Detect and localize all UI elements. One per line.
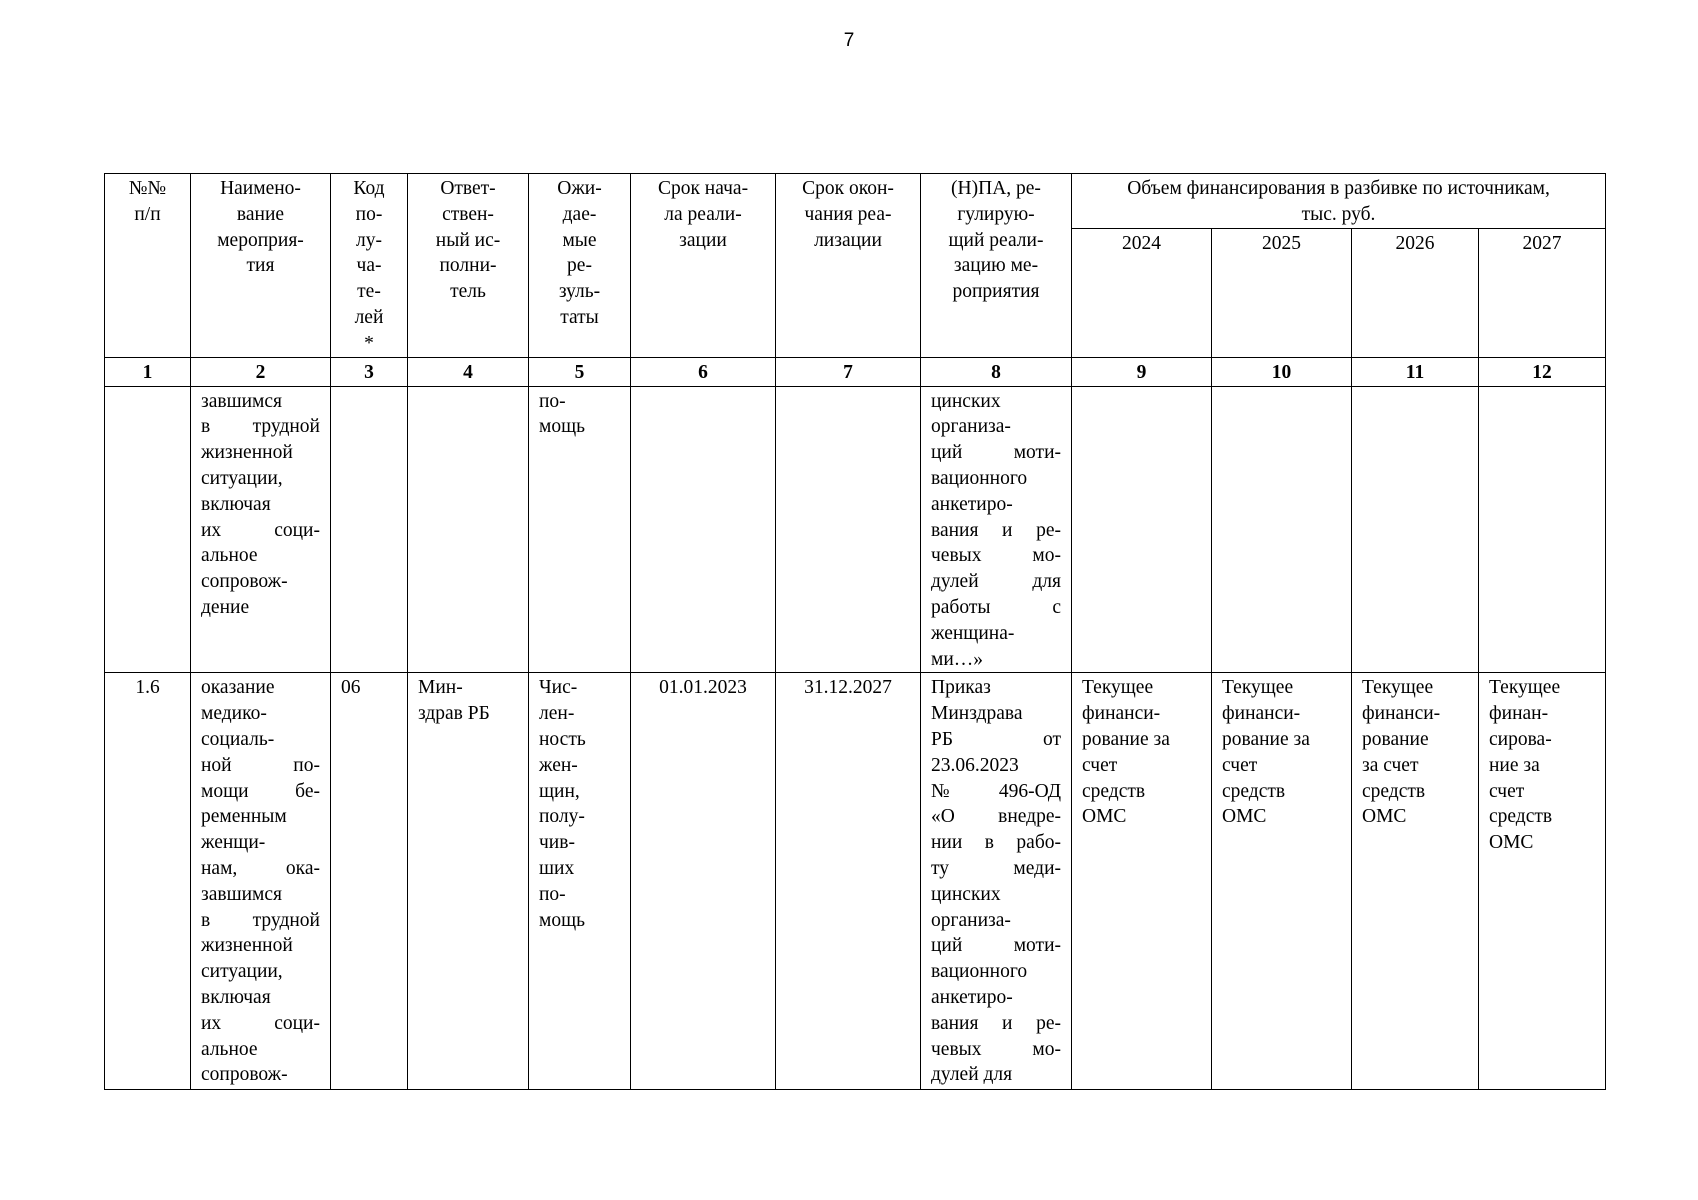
header-row <box>105 174 1606 229</box>
text-line: сирова- <box>1489 728 1552 750</box>
text-line: Текущее <box>1082 677 1154 699</box>
text-line: мые <box>562 229 597 251</box>
text-line: ча- <box>356 255 382 277</box>
text-line: Срок окон- <box>802 178 894 199</box>
cell-responsible <box>408 673 529 1090</box>
cell-start-date <box>631 386 776 673</box>
column-number: 10 <box>1212 357 1352 386</box>
text-line: их соци- <box>201 519 320 541</box>
text-line: ситуации, <box>201 961 283 983</box>
header-event-name <box>191 174 331 358</box>
text-line: социаль- <box>201 728 275 750</box>
text-line: счет <box>1082 754 1118 776</box>
text-line: ный ис- <box>435 229 501 251</box>
text-line: финанси- <box>1082 703 1161 725</box>
header-recipient-code <box>331 174 408 358</box>
text-line: мощи бе- <box>201 780 320 802</box>
text-line: в трудной <box>201 909 320 931</box>
cell-financing-2025 <box>1212 386 1352 673</box>
column-number: 12 <box>1479 357 1606 386</box>
column-number: 8 <box>921 357 1072 386</box>
text-line: те- <box>357 281 381 303</box>
cell-regulation <box>921 673 1072 1090</box>
text-line: Объем финансирования в разбивке по источникам, <box>1127 178 1550 199</box>
text-line: здрав РБ <box>418 703 490 725</box>
text-line: тыс. руб. <box>1301 203 1376 225</box>
text-line: дулей для <box>931 571 1061 593</box>
text-line: ствен- <box>442 203 494 225</box>
text-line: цинских <box>931 390 1001 412</box>
cell-financing-2026 <box>1352 673 1479 1090</box>
text-line: завшимся <box>201 883 282 905</box>
text-line: включая <box>201 493 271 515</box>
text-line: № 496-ОД <box>931 780 1061 802</box>
text-line: за счет <box>1362 754 1419 776</box>
text-line: Чис- <box>539 677 578 699</box>
text-line: по- <box>539 390 566 412</box>
column-number: 6 <box>631 357 776 386</box>
header-end-date <box>776 174 921 358</box>
text-line: жен- <box>539 754 578 776</box>
text-line: ла реали- <box>664 203 742 225</box>
text-line: Мин- <box>418 677 463 699</box>
text-line: медико- <box>201 703 267 725</box>
cell-financing-2025 <box>1212 673 1352 1090</box>
cell-financing-2024 <box>1072 386 1212 673</box>
text-line: лизации <box>814 229 882 251</box>
text-line: ной по- <box>201 754 320 776</box>
cell-expected-results <box>529 673 631 1090</box>
column-number: 3 <box>331 357 408 386</box>
table-row-continuation <box>105 386 1606 673</box>
cell-responsible <box>408 386 529 673</box>
text-line: финанси- <box>1362 703 1441 725</box>
text-line: рование <box>1362 728 1429 750</box>
text-line: ций моти- <box>931 935 1061 957</box>
text-line: ре- <box>567 255 592 277</box>
text-line: п/п <box>134 203 161 225</box>
text-line: цинских <box>931 883 1001 905</box>
text-line: средств <box>1082 780 1146 802</box>
text-line: работы с <box>931 596 1061 618</box>
text-line: организа- <box>931 909 1011 931</box>
cell-number: 1.6 <box>105 673 191 1090</box>
text-line: «О внедре- <box>931 806 1061 828</box>
text-line: счет <box>1222 754 1258 776</box>
text-line: щий реали- <box>948 229 1044 251</box>
text-line: чевых мо- <box>931 1038 1061 1060</box>
text-line: лей <box>354 306 384 328</box>
text-line: Наимено- <box>220 178 301 199</box>
page-number: 7 <box>843 30 855 51</box>
text-line: зацию ме- <box>953 255 1039 277</box>
text-line: вационного <box>931 961 1028 983</box>
text-line: включая <box>201 986 271 1008</box>
text-line: средств <box>1222 780 1286 802</box>
text-line: 23.06.2023 <box>931 754 1019 776</box>
text-line: нии в рабо- <box>931 832 1061 854</box>
header-responsible <box>408 174 529 358</box>
text-line: завшимся <box>201 390 282 412</box>
text-line: ОМС <box>1362 806 1407 828</box>
text-line: ситуации, <box>201 467 283 489</box>
text-line: по- <box>539 883 566 905</box>
column-number: 4 <box>408 357 529 386</box>
text-line: Текущее <box>1362 677 1434 699</box>
text-line: альное <box>201 545 258 567</box>
text-line: Текущее <box>1222 677 1294 699</box>
text-line: полни- <box>439 255 497 277</box>
text-line: РБ от <box>931 728 1061 750</box>
cell-financing-2026 <box>1352 386 1479 673</box>
text-line: рование за <box>1222 728 1310 750</box>
text-line: ОМС <box>1489 832 1534 854</box>
text-line: Текущее <box>1489 677 1561 699</box>
text-line: сопровож- <box>201 571 288 593</box>
text-line: мощь <box>539 909 585 931</box>
text-line: ших <box>539 857 575 879</box>
text-line: роприятия <box>952 281 1040 303</box>
column-number: 2 <box>191 357 331 386</box>
text-line: чив- <box>539 832 575 854</box>
header-year-2024: 2024 <box>1072 228 1212 357</box>
text-line: альное <box>201 1038 258 1060</box>
text-line: ми…» <box>931 648 984 670</box>
text-line: ременным <box>201 806 287 828</box>
column-number: 1 <box>105 357 191 386</box>
text-line: сопровож- <box>201 1064 288 1086</box>
text-line: дулей для <box>931 1064 1013 1086</box>
cell-number <box>105 386 191 673</box>
cell-expected-results <box>529 386 631 673</box>
text-line: финан- <box>1489 703 1549 725</box>
text-line: жизненной <box>201 442 293 464</box>
text-line: Минздрава <box>931 703 1023 725</box>
text-line: полу- <box>539 806 585 828</box>
text-line: лен- <box>539 703 575 725</box>
text-line: Ожи- <box>557 178 602 199</box>
text-line: жизненной <box>201 935 293 957</box>
text-line: чания реа- <box>804 203 892 225</box>
text-line: мероприя- <box>217 229 304 251</box>
text-line: рование за <box>1082 728 1170 750</box>
text-line: их соци- <box>201 1012 320 1034</box>
cell-code <box>331 386 408 673</box>
text-line: чевых мо- <box>931 545 1061 567</box>
text-line: ций моти- <box>931 442 1061 464</box>
cell-start-date: 01.01.2023 <box>631 673 776 1090</box>
cell-end-date <box>776 386 921 673</box>
cell-regulation <box>921 386 1072 673</box>
column-number: 5 <box>529 357 631 386</box>
text-line: счет <box>1489 780 1525 802</box>
text-line: лу- <box>356 229 382 251</box>
column-number: 7 <box>776 357 921 386</box>
text-line: тия <box>246 255 275 277</box>
text-line: средств <box>1362 780 1426 802</box>
text-line: женщина- <box>931 622 1015 644</box>
header-year-2025: 2025 <box>1212 228 1352 357</box>
text-line: Ответ- <box>440 178 496 199</box>
text-line: ту меди- <box>931 857 1061 879</box>
text-line: гулирую- <box>957 203 1035 225</box>
text-line: (Н)ПА, ре- <box>951 178 1041 199</box>
header-expected-results <box>529 174 631 358</box>
column-numbers-row <box>105 357 1606 386</box>
text-line: организа- <box>931 416 1011 438</box>
text-line: щин, <box>539 780 580 802</box>
text-line: анкетиро- <box>931 493 1013 515</box>
cell-event-name <box>191 386 331 673</box>
text-line: Код <box>353 178 385 199</box>
header-year-2026: 2026 <box>1352 228 1479 357</box>
text-line: ность <box>539 728 586 750</box>
text-line: №№ <box>128 178 167 199</box>
text-line: Срок нача- <box>657 178 749 199</box>
text-line: вания и ре- <box>931 519 1061 541</box>
text-line: женщи- <box>201 832 266 854</box>
header-regulation <box>921 174 1072 358</box>
text-line: ние за <box>1489 754 1540 776</box>
activities-table <box>104 173 1606 1090</box>
text-line: ОМС <box>1222 806 1267 828</box>
text-line: дение <box>201 596 250 618</box>
cell-financing-2024 <box>1072 673 1212 1090</box>
table-row-1-6 <box>105 673 1606 1090</box>
cell-code: 06 <box>331 673 408 1090</box>
text-line: зуль- <box>558 281 601 303</box>
header-financing <box>1072 174 1606 229</box>
text-line: средств <box>1489 806 1553 828</box>
text-line: ОМС <box>1082 806 1127 828</box>
text-line: по- <box>355 203 383 225</box>
text-line: нам, ока- <box>201 857 320 879</box>
text-line: таты <box>560 306 599 328</box>
text-line: мощь <box>539 416 585 438</box>
text-line: финанси- <box>1222 703 1301 725</box>
cell-event-name <box>191 673 331 1090</box>
text-line: вание <box>236 203 285 225</box>
text-line: вационного <box>931 467 1028 489</box>
text-line: * <box>364 332 374 354</box>
cell-financing-2027 <box>1479 673 1606 1090</box>
cell-financing-2027 <box>1479 386 1606 673</box>
text-line: дае- <box>562 203 597 225</box>
column-number: 9 <box>1072 357 1212 386</box>
text-line: анкетиро- <box>931 986 1013 1008</box>
text-line: оказание <box>201 677 275 699</box>
text-line: в трудной <box>201 416 320 438</box>
header-start-date <box>631 174 776 358</box>
text-line: зации <box>679 229 727 251</box>
text-line: вания и ре- <box>931 1012 1061 1034</box>
text-line: тель <box>450 281 486 303</box>
column-number: 11 <box>1352 357 1479 386</box>
cell-end-date: 31.12.2027 <box>776 673 921 1090</box>
header-number <box>105 174 191 358</box>
text-line: Приказ <box>931 677 991 699</box>
header-year-2027: 2027 <box>1479 228 1606 357</box>
